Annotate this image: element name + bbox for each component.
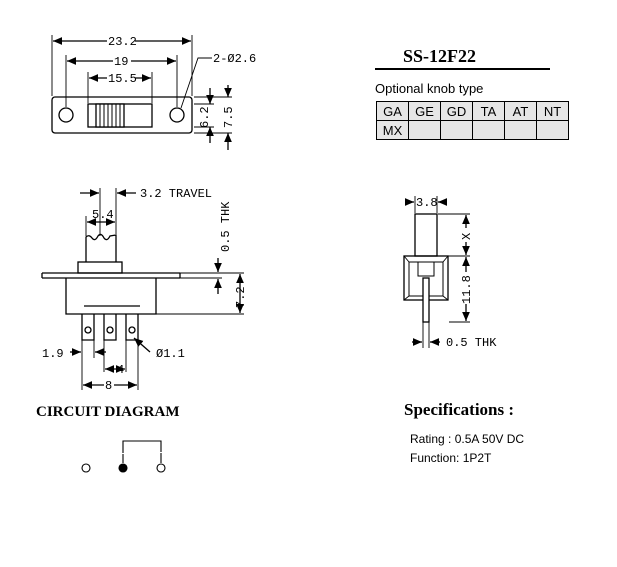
mounting-hole-right — [170, 108, 184, 122]
pin-hole-2 — [107, 327, 113, 333]
knob-cell — [409, 121, 441, 140]
terminal-right — [157, 464, 165, 472]
side-view — [42, 188, 244, 390]
knob-cell — [537, 121, 569, 140]
end-pin — [423, 278, 429, 322]
specifications-title: Specifications : — [404, 400, 515, 419]
knob-cell — [473, 121, 505, 140]
dim-body-height: 7.2 — [234, 286, 248, 308]
knob-cell: NT — [537, 102, 569, 121]
knob-cell — [505, 121, 537, 140]
knob-row-2 — [377, 121, 569, 140]
knob-cell: MX — [377, 121, 409, 140]
end-knob — [415, 214, 437, 256]
dim-knob-width: 5.4 — [92, 208, 114, 222]
pins — [82, 314, 138, 340]
side-view-dimensions — [42, 187, 248, 393]
dim-mounting-holes: 2-Ø2.6 — [213, 52, 257, 66]
circuit-diagram-title: CIRCUIT DIAGRAM — [36, 404, 180, 420]
dim-hole-spacing: 19 — [114, 55, 129, 69]
knob-cell — [441, 121, 473, 140]
dim-plate-thk: 0.5 THK — [219, 201, 233, 252]
dim-pin-span: 8 — [105, 379, 113, 393]
side-body — [66, 278, 156, 314]
dim-pin-pitch: 4 — [117, 363, 125, 377]
terminal-left — [82, 464, 90, 472]
dim-overall-width: 23.2 — [108, 35, 137, 49]
knob-cell: GE — [409, 102, 441, 121]
mounting-hole-left — [59, 108, 73, 122]
pin-hole-1 — [85, 327, 91, 333]
circuit-diagram — [82, 441, 165, 472]
side-knob — [86, 234, 116, 262]
dim-end-knob-width: 3.8 — [416, 196, 438, 210]
top-view-dimensions — [107, 34, 256, 128]
terminal-common — [119, 464, 127, 472]
dim-knob-height-x: X — [460, 232, 474, 240]
dim-travel: 3.2 TRAVEL — [140, 187, 213, 201]
knob-cell: GA — [377, 102, 409, 121]
model-title: SS-12F22 — [403, 46, 477, 66]
end-view-dimensions — [416, 196, 497, 350]
top-view — [52, 35, 232, 150]
knob-type-label: Optional knob type — [375, 81, 484, 96]
spec-function: Function: 1P2T — [410, 451, 492, 465]
side-slider — [78, 262, 122, 273]
dim-end-thk: 0.5 THK — [446, 336, 497, 350]
knob-cell: GD — [441, 102, 473, 121]
knob-cell: AT — [505, 102, 537, 121]
dim-pin-width: 1.9 — [42, 347, 64, 361]
spec-rating: Rating : 0.5A 50V DC — [410, 432, 525, 446]
knob-cell: TA — [473, 102, 505, 121]
dim-end-height: 11.8 — [460, 275, 474, 304]
dim-body-height: 7.5 — [222, 106, 236, 128]
dim-pin-diameter: Ø1.1 — [156, 347, 185, 361]
knob-row-1 — [377, 102, 569, 121]
dim-slot-height: 6.2 — [198, 106, 212, 128]
dim-slot-width: 15.5 — [108, 72, 137, 86]
end-view — [404, 196, 470, 348]
pin-hole-3 — [129, 327, 135, 333]
knob-type-table — [376, 101, 569, 140]
